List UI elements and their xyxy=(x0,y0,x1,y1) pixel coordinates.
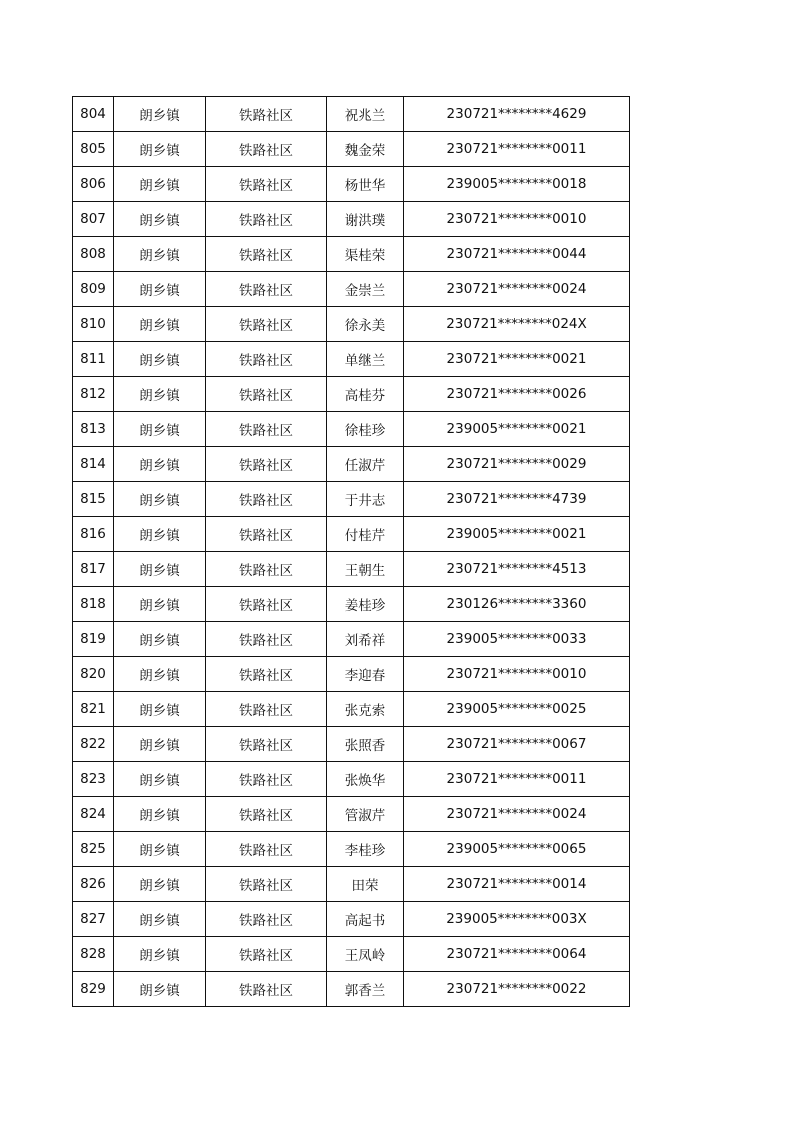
row-number-cell: 811 xyxy=(73,342,114,377)
table-row xyxy=(73,867,630,902)
person-name-cell: 谢洪璞 xyxy=(327,202,404,237)
person-name-cell: 姜桂珍 xyxy=(327,587,404,622)
community-cell: 铁路社区 xyxy=(206,832,327,867)
id-number-cell: 230721********0011 xyxy=(404,762,630,797)
community-cell: 铁路社区 xyxy=(206,307,327,342)
row-number-cell: 806 xyxy=(73,167,114,202)
id-number-cell: 230721********4739 xyxy=(404,482,630,517)
person-name-cell: 渠桂荣 xyxy=(327,237,404,272)
row-number-cell: 815 xyxy=(73,482,114,517)
person-name-cell: 张焕华 xyxy=(327,762,404,797)
person-name-cell: 管淑芹 xyxy=(327,797,404,832)
table-row xyxy=(73,832,630,867)
community-cell: 铁路社区 xyxy=(206,727,327,762)
table-row xyxy=(73,972,630,1007)
id-number-cell: 239005********0021 xyxy=(404,517,630,552)
table-row xyxy=(73,797,630,832)
id-number-cell: 230721********0026 xyxy=(404,377,630,412)
id-number-cell: 230721********4629 xyxy=(404,97,630,132)
community-cell: 铁路社区 xyxy=(206,762,327,797)
town-cell: 朗乡镇 xyxy=(114,517,206,552)
table-row xyxy=(73,902,630,937)
person-name-cell: 徐桂珍 xyxy=(327,412,404,447)
table-row xyxy=(73,622,630,657)
table-row xyxy=(73,587,630,622)
person-name-cell: 张照香 xyxy=(327,727,404,762)
id-number-cell: 230721********0010 xyxy=(404,657,630,692)
table-row xyxy=(73,132,630,167)
row-number-cell: 824 xyxy=(73,797,114,832)
table-row xyxy=(73,552,630,587)
table-row xyxy=(73,97,630,132)
row-number-cell: 820 xyxy=(73,657,114,692)
community-cell: 铁路社区 xyxy=(206,167,327,202)
town-cell: 朗乡镇 xyxy=(114,377,206,412)
roster-table-body xyxy=(73,97,630,1007)
community-cell: 铁路社区 xyxy=(206,972,327,1007)
table-row xyxy=(73,272,630,307)
id-number-cell: 239005********0018 xyxy=(404,167,630,202)
id-number-cell: 239005********0025 xyxy=(404,692,630,727)
roster-table xyxy=(72,96,630,1007)
town-cell: 朗乡镇 xyxy=(114,832,206,867)
id-number-cell: 230721********0022 xyxy=(404,972,630,1007)
town-cell: 朗乡镇 xyxy=(114,237,206,272)
town-cell: 朗乡镇 xyxy=(114,342,206,377)
community-cell: 铁路社区 xyxy=(206,622,327,657)
community-cell: 铁路社区 xyxy=(206,237,327,272)
person-name-cell: 任淑芹 xyxy=(327,447,404,482)
row-number-cell: 821 xyxy=(73,692,114,727)
row-number-cell: 816 xyxy=(73,517,114,552)
community-cell: 铁路社区 xyxy=(206,552,327,587)
town-cell: 朗乡镇 xyxy=(114,937,206,972)
row-number-cell: 814 xyxy=(73,447,114,482)
id-number-cell: 230721********0029 xyxy=(404,447,630,482)
row-number-cell: 818 xyxy=(73,587,114,622)
table-row xyxy=(73,412,630,447)
community-cell: 铁路社区 xyxy=(206,342,327,377)
person-name-cell: 付桂芹 xyxy=(327,517,404,552)
town-cell: 朗乡镇 xyxy=(114,797,206,832)
person-name-cell: 高桂芬 xyxy=(327,377,404,412)
row-number-cell: 805 xyxy=(73,132,114,167)
community-cell: 铁路社区 xyxy=(206,202,327,237)
town-cell: 朗乡镇 xyxy=(114,587,206,622)
id-number-cell: 239005********0065 xyxy=(404,832,630,867)
town-cell: 朗乡镇 xyxy=(114,622,206,657)
table-row xyxy=(73,447,630,482)
person-name-cell: 于井志 xyxy=(327,482,404,517)
community-cell: 铁路社区 xyxy=(206,867,327,902)
person-name-cell: 王凤岭 xyxy=(327,937,404,972)
id-number-cell: 239005********003X xyxy=(404,902,630,937)
town-cell: 朗乡镇 xyxy=(114,447,206,482)
community-cell: 铁路社区 xyxy=(206,377,327,412)
id-number-cell: 230721********0024 xyxy=(404,272,630,307)
row-number-cell: 804 xyxy=(73,97,114,132)
table-row xyxy=(73,727,630,762)
person-name-cell: 张克索 xyxy=(327,692,404,727)
person-name-cell: 高起书 xyxy=(327,902,404,937)
town-cell: 朗乡镇 xyxy=(114,307,206,342)
person-name-cell: 李桂珍 xyxy=(327,832,404,867)
community-cell: 铁路社区 xyxy=(206,797,327,832)
row-number-cell: 822 xyxy=(73,727,114,762)
person-name-cell: 杨世华 xyxy=(327,167,404,202)
id-number-cell: 230721********0064 xyxy=(404,937,630,972)
community-cell: 铁路社区 xyxy=(206,902,327,937)
id-number-cell: 230721********024X xyxy=(404,307,630,342)
id-number-cell: 230721********0024 xyxy=(404,797,630,832)
community-cell: 铁路社区 xyxy=(206,937,327,972)
row-number-cell: 825 xyxy=(73,832,114,867)
community-cell: 铁路社区 xyxy=(206,587,327,622)
row-number-cell: 807 xyxy=(73,202,114,237)
table-row xyxy=(73,657,630,692)
town-cell: 朗乡镇 xyxy=(114,202,206,237)
id-number-cell: 230721********4513 xyxy=(404,552,630,587)
town-cell: 朗乡镇 xyxy=(114,132,206,167)
town-cell: 朗乡镇 xyxy=(114,412,206,447)
person-name-cell: 金崇兰 xyxy=(327,272,404,307)
person-name-cell: 李迎春 xyxy=(327,657,404,692)
person-name-cell: 祝兆兰 xyxy=(327,97,404,132)
table-row xyxy=(73,377,630,412)
person-name-cell: 刘希祥 xyxy=(327,622,404,657)
community-cell: 铁路社区 xyxy=(206,412,327,447)
town-cell: 朗乡镇 xyxy=(114,692,206,727)
row-number-cell: 823 xyxy=(73,762,114,797)
table-row xyxy=(73,307,630,342)
person-name-cell: 徐永美 xyxy=(327,307,404,342)
table-row xyxy=(73,342,630,377)
table-row xyxy=(73,762,630,797)
town-cell: 朗乡镇 xyxy=(114,97,206,132)
id-number-cell: 230721********0067 xyxy=(404,727,630,762)
id-number-cell: 230721********0010 xyxy=(404,202,630,237)
table-row xyxy=(73,237,630,272)
table-row xyxy=(73,482,630,517)
row-number-cell: 808 xyxy=(73,237,114,272)
community-cell: 铁路社区 xyxy=(206,97,327,132)
person-name-cell: 王朝生 xyxy=(327,552,404,587)
town-cell: 朗乡镇 xyxy=(114,972,206,1007)
id-number-cell: 239005********0033 xyxy=(404,622,630,657)
community-cell: 铁路社区 xyxy=(206,482,327,517)
town-cell: 朗乡镇 xyxy=(114,272,206,307)
table-row xyxy=(73,517,630,552)
id-number-cell: 230721********0014 xyxy=(404,867,630,902)
community-cell: 铁路社区 xyxy=(206,517,327,552)
town-cell: 朗乡镇 xyxy=(114,552,206,587)
row-number-cell: 817 xyxy=(73,552,114,587)
community-cell: 铁路社区 xyxy=(206,272,327,307)
row-number-cell: 819 xyxy=(73,622,114,657)
id-number-cell: 230126********3360 xyxy=(404,587,630,622)
town-cell: 朗乡镇 xyxy=(114,902,206,937)
community-cell: 铁路社区 xyxy=(206,447,327,482)
row-number-cell: 810 xyxy=(73,307,114,342)
town-cell: 朗乡镇 xyxy=(114,482,206,517)
table-row xyxy=(73,167,630,202)
community-cell: 铁路社区 xyxy=(206,692,327,727)
row-number-cell: 829 xyxy=(73,972,114,1007)
community-cell: 铁路社区 xyxy=(206,657,327,692)
id-number-cell: 239005********0021 xyxy=(404,412,630,447)
town-cell: 朗乡镇 xyxy=(114,657,206,692)
community-cell: 铁路社区 xyxy=(206,132,327,167)
person-name-cell: 田荣 xyxy=(327,867,404,902)
id-number-cell: 230721********0011 xyxy=(404,132,630,167)
row-number-cell: 827 xyxy=(73,902,114,937)
town-cell: 朗乡镇 xyxy=(114,727,206,762)
town-cell: 朗乡镇 xyxy=(114,167,206,202)
id-number-cell: 230721********0044 xyxy=(404,237,630,272)
row-number-cell: 813 xyxy=(73,412,114,447)
person-name-cell: 魏金荣 xyxy=(327,132,404,167)
person-name-cell: 郭香兰 xyxy=(327,972,404,1007)
table-row xyxy=(73,692,630,727)
person-name-cell: 单继兰 xyxy=(327,342,404,377)
row-number-cell: 826 xyxy=(73,867,114,902)
row-number-cell: 812 xyxy=(73,377,114,412)
table-row xyxy=(73,937,630,972)
row-number-cell: 809 xyxy=(73,272,114,307)
table-row xyxy=(73,202,630,237)
row-number-cell: 828 xyxy=(73,937,114,972)
town-cell: 朗乡镇 xyxy=(114,867,206,902)
town-cell: 朗乡镇 xyxy=(114,762,206,797)
id-number-cell: 230721********0021 xyxy=(404,342,630,377)
